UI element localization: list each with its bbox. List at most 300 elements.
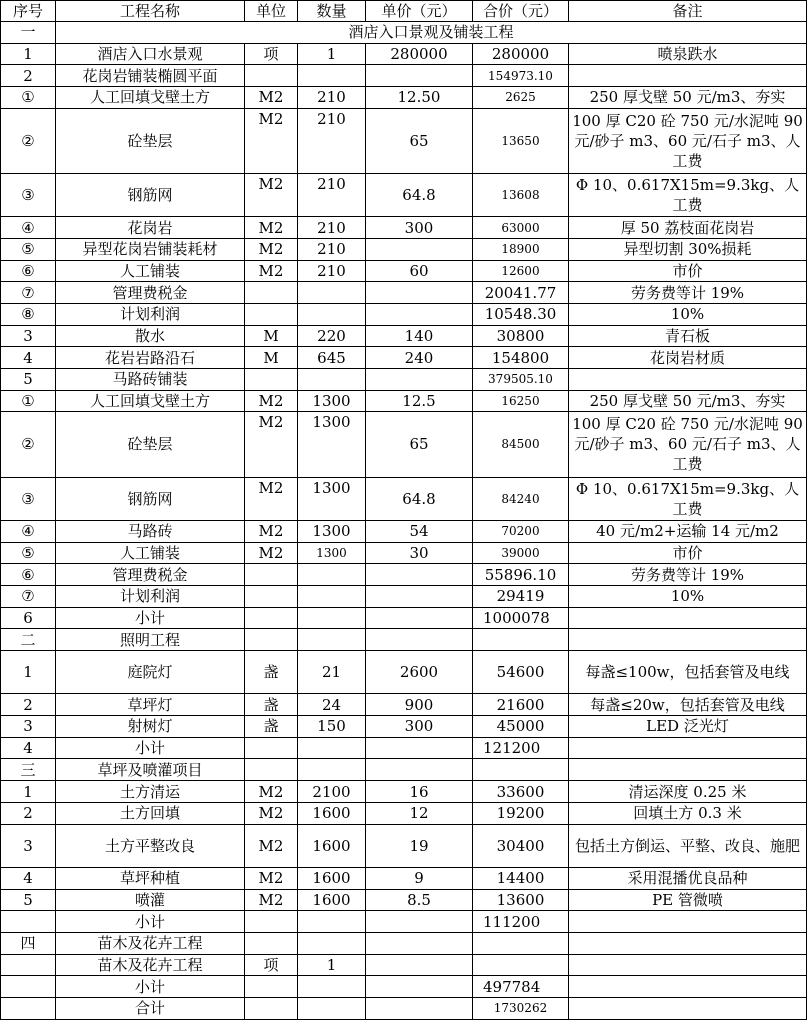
item-total: 1000078 [473, 607, 569, 629]
item-name: 草坪及喷灌项目 [56, 759, 245, 781]
item-quantity: 1600 [298, 824, 366, 867]
item-unit: M2 [245, 87, 298, 109]
item-note: Φ 10、0.617X15m=9.3kg、人工费 [569, 477, 807, 520]
item-name: 钢筋网 [56, 173, 245, 216]
item-total: 30800 [473, 325, 569, 347]
table-body [1, 22, 807, 1020]
table-row [1, 759, 807, 781]
table-row [1, 282, 807, 304]
item-total: 18900 [473, 238, 569, 260]
item-unit: M2 [245, 173, 298, 216]
row-number: ① [1, 390, 56, 412]
row-number: 5 [1, 369, 56, 391]
item-total: 497784 [473, 976, 569, 998]
table-row [1, 542, 807, 564]
item-quantity [298, 369, 366, 391]
table-row [1, 65, 807, 87]
item-unit: M2 [245, 108, 298, 173]
item-unit: M2 [245, 520, 298, 542]
item-unit-price [366, 998, 473, 1020]
item-quantity: 1300 [298, 477, 366, 520]
item-quantity: 1 [298, 954, 366, 976]
item-unit: M2 [245, 889, 298, 911]
item-note: 100 厚 C20 砼 750 元/水泥吨 90 元/砂子 m3、60 元/石子 m3、人工费 [569, 108, 807, 173]
item-total: 154973.10 [473, 65, 569, 87]
item-name: 花岗岩 [56, 217, 245, 239]
item-name: 花岗岩铺装椭圆平面 [56, 65, 245, 87]
row-number: 3 [1, 325, 56, 347]
item-total: 84240 [473, 477, 569, 520]
item-note [569, 629, 807, 651]
item-total: 70200 [473, 520, 569, 542]
item-name: 土方平整改良 [56, 824, 245, 867]
table-row [1, 347, 807, 369]
item-unit-price [366, 976, 473, 998]
item-unit-price: 65 [366, 412, 473, 477]
row-number: ⑤ [1, 238, 56, 260]
item-quantity [298, 564, 366, 586]
item-name: 小计 [56, 911, 245, 933]
item-total: 19200 [473, 802, 569, 824]
item-quantity: 210 [298, 238, 366, 260]
item-unit [245, 564, 298, 586]
item-unit-price [366, 282, 473, 304]
item-unit-price: 8.5 [366, 889, 473, 911]
table-row [1, 173, 807, 216]
item-note: 劳务费等计 19% [569, 564, 807, 586]
item-total [473, 933, 569, 955]
row-number: 三 [1, 759, 56, 781]
item-quantity [298, 933, 366, 955]
item-note: PE 管微喷 [569, 889, 807, 911]
item-name: 计划利润 [56, 303, 245, 325]
row-number: 一 [1, 22, 56, 44]
table-row [1, 737, 807, 759]
item-total: 20041.77 [473, 282, 569, 304]
item-note: 包括土方倒运、平整、改良、施肥 [569, 824, 807, 867]
table-row [1, 22, 807, 44]
item-unit: M2 [245, 477, 298, 520]
table-row [1, 325, 807, 347]
table-row [1, 911, 807, 933]
item-unit: M2 [245, 238, 298, 260]
header-cell: 备注 [569, 1, 807, 22]
table-row [1, 43, 807, 65]
table-row [1, 694, 807, 716]
table-row [1, 802, 807, 824]
item-name: 庭院灯 [56, 651, 245, 694]
item-quantity: 1300 [298, 412, 366, 477]
item-total: 39000 [473, 542, 569, 564]
item-note [569, 933, 807, 955]
item-unit [245, 65, 298, 87]
item-name: 小计 [56, 976, 245, 998]
row-number: 4 [1, 867, 56, 889]
table-row [1, 607, 807, 629]
item-quantity: 1600 [298, 889, 366, 911]
item-name: 砼垫层 [56, 412, 245, 477]
header-cell: 工程名称 [56, 1, 245, 22]
item-name: 酒店入口水景观 [56, 43, 245, 65]
item-unit-price [366, 238, 473, 260]
item-name: 苗木及花卉工程 [56, 954, 245, 976]
table-row [1, 998, 807, 1020]
item-unit-price [366, 954, 473, 976]
item-total: 379505.10 [473, 369, 569, 391]
item-unit-price [366, 737, 473, 759]
item-quantity [298, 65, 366, 87]
item-name: 砼垫层 [56, 108, 245, 173]
item-unit-price: 60 [366, 260, 473, 282]
item-note: 10% [569, 303, 807, 325]
item-unit: M2 [245, 260, 298, 282]
item-unit: M [245, 325, 298, 347]
item-unit-price: 140 [366, 325, 473, 347]
row-number: 2 [1, 65, 56, 87]
item-note: 250 厚戈壁 50 元/m3、夯实 [569, 87, 807, 109]
item-note: 采用混播优良品种 [569, 867, 807, 889]
item-unit [245, 911, 298, 933]
item-total: 280000 [473, 43, 569, 65]
header-cell: 合价（元） [473, 1, 569, 22]
item-note: 青石板 [569, 325, 807, 347]
item-quantity: 210 [298, 260, 366, 282]
item-note [569, 65, 807, 87]
item-unit: M2 [245, 542, 298, 564]
item-quantity: 150 [298, 716, 366, 738]
item-unit [245, 759, 298, 781]
item-unit-price: 300 [366, 217, 473, 239]
row-number [1, 954, 56, 976]
item-note: 喷泉跌水 [569, 43, 807, 65]
item-quantity: 210 [298, 87, 366, 109]
table-row [1, 867, 807, 889]
table-row [1, 716, 807, 738]
item-unit-price [366, 65, 473, 87]
row-number: ⑧ [1, 303, 56, 325]
item-note [569, 911, 807, 933]
item-name: 人工回填戈壁土方 [56, 87, 245, 109]
item-unit-price: 900 [366, 694, 473, 716]
item-unit [245, 607, 298, 629]
item-note [569, 737, 807, 759]
item-unit-price: 280000 [366, 43, 473, 65]
item-name: 喷灌 [56, 889, 245, 911]
item-unit-price [366, 585, 473, 607]
item-total [473, 759, 569, 781]
item-note [569, 954, 807, 976]
item-unit-price [366, 303, 473, 325]
item-unit: 盏 [245, 694, 298, 716]
row-number: 5 [1, 889, 56, 911]
item-unit-price [366, 933, 473, 955]
item-unit [245, 369, 298, 391]
item-quantity: 2100 [298, 781, 366, 803]
item-unit [245, 585, 298, 607]
item-unit-price [366, 564, 473, 586]
item-unit-price: 64.8 [366, 173, 473, 216]
item-name: 土方回填 [56, 802, 245, 824]
item-name: 人工铺装 [56, 542, 245, 564]
item-unit-price [366, 629, 473, 651]
item-unit-price: 240 [366, 347, 473, 369]
item-note: 清运深度 0.25 米 [569, 781, 807, 803]
item-unit-price: 300 [366, 716, 473, 738]
item-name: 小计 [56, 607, 245, 629]
table-row [1, 520, 807, 542]
item-name: 人工回填戈壁土方 [56, 390, 245, 412]
row-number: ⑤ [1, 542, 56, 564]
item-unit-price: 30 [366, 542, 473, 564]
item-note: 市价 [569, 260, 807, 282]
item-total: 55896.10 [473, 564, 569, 586]
item-unit-price: 12 [366, 802, 473, 824]
item-quantity [298, 303, 366, 325]
row-number: 3 [1, 716, 56, 738]
row-number: 6 [1, 607, 56, 629]
item-name: 花岩岩路沿石 [56, 347, 245, 369]
item-name: 马路砖 [56, 520, 245, 542]
table-row [1, 976, 807, 998]
item-note: 劳务费等计 19% [569, 282, 807, 304]
item-unit: M2 [245, 824, 298, 867]
item-note: 厚 50 荔枝面花岗岩 [569, 217, 807, 239]
item-note [569, 759, 807, 781]
row-number: ② [1, 108, 56, 173]
item-name: 草坪灯 [56, 694, 245, 716]
item-unit-price: 16 [366, 781, 473, 803]
item-note: 花岗岩材质 [569, 347, 807, 369]
item-unit: 项 [245, 43, 298, 65]
item-unit: M2 [245, 867, 298, 889]
item-note: 250 厚戈壁 50 元/m3、夯实 [569, 390, 807, 412]
item-name: 管理费税金 [56, 282, 245, 304]
row-number: 4 [1, 347, 56, 369]
item-unit: M2 [245, 412, 298, 477]
item-note: 100 厚 C20 砼 750 元/水泥吨 90 元/砂子 m3、60 元/石子 m3、人工费 [569, 412, 807, 477]
item-total: 21600 [473, 694, 569, 716]
row-number: ④ [1, 217, 56, 239]
table-row [1, 390, 807, 412]
item-name: 合计 [56, 998, 245, 1020]
item-note [569, 607, 807, 629]
item-total: 12600 [473, 260, 569, 282]
item-note [569, 998, 807, 1020]
item-unit-price: 65 [366, 108, 473, 173]
item-note: 回填土方 0.3 米 [569, 802, 807, 824]
item-name: 管理费税金 [56, 564, 245, 586]
table-row [1, 369, 807, 391]
table-row [1, 564, 807, 586]
item-unit [245, 933, 298, 955]
row-number: 3 [1, 824, 56, 867]
table-row [1, 629, 807, 651]
item-unit: 盏 [245, 651, 298, 694]
item-total: 30400 [473, 824, 569, 867]
table-row [1, 824, 807, 867]
item-unit-price: 19 [366, 824, 473, 867]
item-total: 29419 [473, 585, 569, 607]
item-quantity [298, 759, 366, 781]
row-number: ③ [1, 173, 56, 216]
row-number: ① [1, 87, 56, 109]
item-total: 33600 [473, 781, 569, 803]
item-quantity [298, 282, 366, 304]
row-number: ⑥ [1, 564, 56, 586]
item-name: 射树灯 [56, 716, 245, 738]
row-number: 2 [1, 694, 56, 716]
item-quantity: 645 [298, 347, 366, 369]
item-total: 13650 [473, 108, 569, 173]
table-row [1, 781, 807, 803]
header-cell: 单价（元） [366, 1, 473, 22]
item-total: 10548.30 [473, 303, 569, 325]
item-unit: M [245, 347, 298, 369]
item-quantity [298, 629, 366, 651]
item-name: 计划利润 [56, 585, 245, 607]
item-name: 小计 [56, 737, 245, 759]
item-quantity: 24 [298, 694, 366, 716]
row-number: 1 [1, 651, 56, 694]
table-row [1, 217, 807, 239]
item-quantity: 210 [298, 173, 366, 216]
item-name: 土方清运 [56, 781, 245, 803]
item-quantity: 220 [298, 325, 366, 347]
item-unit-price [366, 759, 473, 781]
table-row [1, 933, 807, 955]
item-unit [245, 976, 298, 998]
item-total: 13608 [473, 173, 569, 216]
table-row [1, 412, 807, 477]
row-number: 2 [1, 802, 56, 824]
item-unit [245, 998, 298, 1020]
item-note: LED 泛光灯 [569, 716, 807, 738]
section-title: 酒店入口景观及铺装工程 [56, 22, 807, 44]
item-note: 10% [569, 585, 807, 607]
item-quantity [298, 585, 366, 607]
item-total: 111200 [473, 911, 569, 933]
row-number: ⑥ [1, 260, 56, 282]
row-number: ④ [1, 520, 56, 542]
item-quantity [298, 737, 366, 759]
item-total: 13600 [473, 889, 569, 911]
item-quantity: 1600 [298, 867, 366, 889]
item-unit-price [366, 369, 473, 391]
item-unit-price [366, 607, 473, 629]
item-note: 40 元/m2+运输 14 元/m2 [569, 520, 807, 542]
item-total: 154800 [473, 347, 569, 369]
item-name: 照明工程 [56, 629, 245, 651]
item-name: 草坪种植 [56, 867, 245, 889]
row-number: ② [1, 412, 56, 477]
table-row [1, 303, 807, 325]
row-number: 1 [1, 781, 56, 803]
item-total [473, 629, 569, 651]
row-number [1, 976, 56, 998]
item-unit [245, 303, 298, 325]
item-quantity: 1300 [298, 520, 366, 542]
item-unit-price: 2600 [366, 651, 473, 694]
table-row [1, 651, 807, 694]
item-unit: 盏 [245, 716, 298, 738]
item-total: 121200 [473, 737, 569, 759]
item-unit: M2 [245, 217, 298, 239]
item-unit-price: 64.8 [366, 477, 473, 520]
row-number: ③ [1, 477, 56, 520]
item-quantity: 210 [298, 217, 366, 239]
header-row [1, 1, 807, 22]
table-row [1, 477, 807, 520]
item-name: 异型花岗岩铺装耗材 [56, 238, 245, 260]
item-total: 63000 [473, 217, 569, 239]
item-total: 14400 [473, 867, 569, 889]
row-number [1, 911, 56, 933]
header-cell: 序号 [1, 1, 56, 22]
table-row [1, 889, 807, 911]
item-quantity [298, 911, 366, 933]
header-cell: 单位 [245, 1, 298, 22]
item-unit [245, 629, 298, 651]
item-quantity [298, 607, 366, 629]
item-quantity [298, 998, 366, 1020]
row-number: 四 [1, 933, 56, 955]
row-number: ⑦ [1, 282, 56, 304]
item-note: 每盏≤100w，包括套管及电线 [569, 651, 807, 694]
item-unit: M2 [245, 781, 298, 803]
item-unit: M2 [245, 802, 298, 824]
item-quantity: 210 [298, 108, 366, 173]
item-note: 异型切割 30%损耗 [569, 238, 807, 260]
item-quantity: 1 [298, 43, 366, 65]
item-name: 人工铺装 [56, 260, 245, 282]
item-total: 54600 [473, 651, 569, 694]
item-name: 马路砖铺装 [56, 369, 245, 391]
item-note: 每盏≤20w，包括套管及电线 [569, 694, 807, 716]
item-quantity: 21 [298, 651, 366, 694]
item-total [473, 954, 569, 976]
item-total: 16250 [473, 390, 569, 412]
item-quantity: 1600 [298, 802, 366, 824]
table-row [1, 954, 807, 976]
item-unit [245, 282, 298, 304]
row-number: 4 [1, 737, 56, 759]
table-row [1, 585, 807, 607]
table-row [1, 87, 807, 109]
row-number: 二 [1, 629, 56, 651]
row-number: 1 [1, 43, 56, 65]
item-unit [245, 737, 298, 759]
header-cell: 数量 [298, 1, 366, 22]
item-note: 市价 [569, 542, 807, 564]
item-quantity [298, 976, 366, 998]
item-quantity: 1300 [298, 542, 366, 564]
item-name: 钢筋网 [56, 477, 245, 520]
item-note: Φ 10、0.617X15m=9.3kg、人工费 [569, 173, 807, 216]
item-unit-price: 9 [366, 867, 473, 889]
item-unit-price: 54 [366, 520, 473, 542]
table-row [1, 108, 807, 173]
table-row [1, 260, 807, 282]
item-unit-price: 12.5 [366, 390, 473, 412]
item-total: 2625 [473, 87, 569, 109]
item-unit: M2 [245, 390, 298, 412]
item-unit: 项 [245, 954, 298, 976]
item-note [569, 976, 807, 998]
item-total: 45000 [473, 716, 569, 738]
item-unit-price [366, 911, 473, 933]
item-note [569, 369, 807, 391]
item-total: 84500 [473, 412, 569, 477]
